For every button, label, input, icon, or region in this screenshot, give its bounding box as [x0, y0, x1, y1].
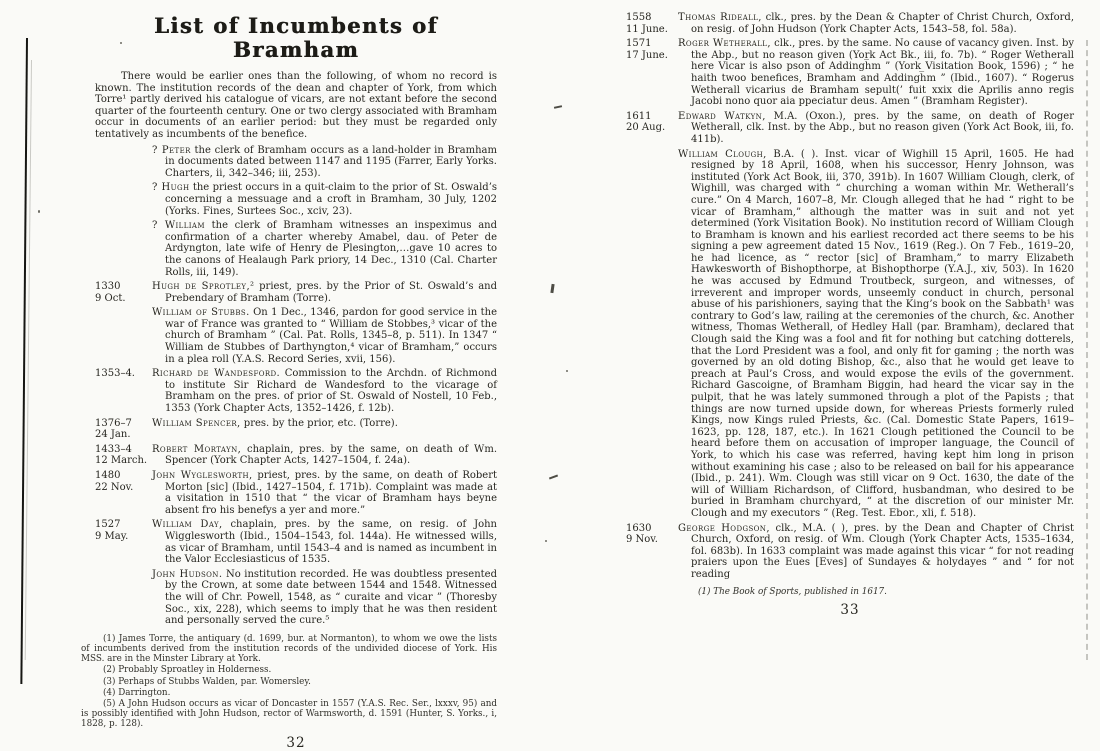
- right-page: [626, 12, 1074, 618]
- entry-text: M.A. (Oxon.), pres. by the same, on death of Roger Wetherall, clk. Inst. by the Abp., but no reason given (York Act Book, iii, fo. 411b).: [691, 110, 1075, 145]
- incumbent-name: ? Hugh: [152, 182, 190, 194]
- entry-date: [626, 149, 678, 520]
- intro-paragraph: There would be earlier ones than the following, of whom no record is known. The institution records of the dean and chapter of York, from which Torre¹ partly derived his catalogue of vicars, are not extant before the second quarter of the fourteenth century. One or two clergy associated with Bramham occur in documents of an earlier period: but they must be regarded only tentatively as incumbents of the benefice.: [95, 71, 497, 140]
- entry-text: clk., pres. by the same. No cause of vacancy given. Inst. by the Abp., but no reason given (York Act Bk., iii, fo. 7b). “ Roger Wetherall here Vicar is also pson of Addingh̅m ” (York Visitation Book, 1596) ; “ he haith twoo benefices, Bramham and Addingh̅m ” (Ibid., 1607). “ Rogerus Wetherall vicarius de Bramham sepult(’ fuit xxix die Aprilis anno regis Jacobi nono quor aia ppeciatur deus. Amen ” (Bramham Register).: [691, 38, 1074, 108]
- incumbent-name: William Spencer,: [152, 417, 241, 429]
- entry-date-line: 1611: [626, 110, 652, 122]
- incumbent-name: George Hodgson,: [678, 522, 770, 534]
- entry-text: On 1 Dec., 1346, pardon for good service in the war of France was granted to “ William de Stobbes,³ vicar of the church of Bramham ” (Cal. Pat. Rolls, 1345–8, p. 511). In 1347 “ William de Stubbes of Darthyngton,⁴ vicar of Bramham,” occurs in a plea roll (Y.A.S. Record Series, xvii, 156).: [165, 307, 497, 365]
- entry-date: [626, 38, 678, 108]
- incumbent-entry: [95, 220, 497, 278]
- margin-speck: [545, 540, 547, 542]
- entry-date-line: 1558: [626, 12, 652, 23]
- entry-date-line: 1527: [95, 519, 121, 531]
- entry-date-line: 12 March.: [95, 455, 148, 467]
- entry-body: [152, 220, 497, 278]
- incumbent-entry: [95, 368, 497, 414]
- incumbent-name: Thomas Rideall,: [678, 12, 762, 23]
- entry-body: [678, 149, 1074, 520]
- entry-date-line: 11 June.: [626, 23, 668, 35]
- entry-date-line: 1480: [95, 470, 121, 481]
- entry-date: [626, 12, 678, 35]
- gutter-ink-mark: [554, 105, 562, 109]
- entry-text: clk., pres. by the Dean & Chapter of Christ Church, Oxford, on resig. of John Hudson (York Chapter Acts, 1543–58, fol. 58a).: [691, 12, 1074, 35]
- entry-body: [152, 281, 497, 304]
- entry-body: [152, 307, 497, 365]
- entry-text: pres. by the prior, etc. (Torre).: [240, 417, 398, 429]
- incumbent-entry: [95, 145, 497, 180]
- entry-text: clk., M.A. ( ), pres. by the Dean and Chapter of Christ Church, Oxford, on resig. of Wm. Clough (York Chapter Acts, 1535–1634, fol. 683b). In 1633 complaint was made against this vicar “ for not reading praiers upon the Eues [Eves] of Sundayes & holydayes ” and “ for not reading: [691, 522, 1074, 580]
- incumbent-entry: [95, 569, 497, 627]
- gutter-ink-mark: [550, 284, 554, 293]
- footnote: [698, 587, 1074, 597]
- incumbent-entry: [95, 307, 497, 365]
- entry-date-line: 1630: [626, 522, 652, 534]
- entry-body: [678, 38, 1074, 108]
- entry-date-line: 9 Nov.: [626, 534, 658, 546]
- entry-date-line: 1376–7: [95, 417, 132, 429]
- entry-date: [626, 523, 678, 581]
- entry-text: B.A. ( ). Inst. vicar of Wighill 15 April, 1605. He had resigned by 18 April, 1608, when his successor, Henry Johnson, was instituted (York Act Book, iii, 370, 391b). In 1607 William Clough, clerk, of Wighill, was charged with “ churching a woman within Mr. Wetherall’s cure.” On 4 March, 1607–8, Mr. Clough alleged that he had “ right to be vicar of Bramham,” although the matter was in suit and not yet determined (York Visitation Book). No institution record of William Clough to Bramham is known and his earliest recorded act there seems to be his signing a pew agreement dated 15 Nov., 1619 (Reg.). On 7 Feb., 1619–20, he had licence, as “ rector [sic] of Bramham,” to marry Elizabeth Hawkesworth of Bishopthorpe, at Bishopthorpe (Y.A.J., xiv, 503). In 1620 he was accused by Edmund Troutbeck, surgeon, and witnesses, of irreverent and improper words, unseemly conduct in church, personal abuse of his parishioners, saying that the King’s book on the Sabbath¹ was contrary to God’s law, railing at the ceremonies of the church, &c. Another witness, Thomas Wetherall, of Hedley Hall (par. Bramham), declared that Clough said the King was a fool and fit for nothing but catching dotterels, that the Lord President was a fool, and only fit for gaming ; the north was governed by an old doting Bishop, &c., also that he would get leave to preach at Paul’s Cross, and would expose the evils of the government. Richard Gascoigne, of Bramham Biggin, had heard the vicar say in the pulpit, that he was lately summoned through a plot of the Papists ; that things are now turned upside down, for whereas Priests formerly ruled Kings, now Kings ruled Priests, &c. (Cal. Domestic State Papers, 1619–1623, pp. 128, 187, etc.). In 1621 Clough petitioned the Council to be heard before them on accusation of improper language, the Council of York, to which his case was referred, having kept him long in prison without examining his case ; also to be released on bail for his appearance (Ibid., p. 241). Wm. Clough was still vicar on 9 Oct. 1630, the date of the will of William Richardson, of Clifford, husbandman, who desired to be buried in Bramham churchyard, “ at the discretion of our minister Mr. Clough and my executors ” (Reg. Test. Ebor., xli, f. 518).: [691, 148, 1074, 519]
- incumbent-name: William Day,: [152, 519, 223, 531]
- incumbent-entry: [95, 519, 497, 565]
- entry-text: Commission to the Archdn. of Richmond to institute Sir Richard de Wandesford to the vicarage of Bramham on the pres. of prior of St. Oswald of Nostell, 10 Feb., 1353 (York Chapter Acts, 1352–1426, f. 12b).: [165, 368, 497, 415]
- incumbent-name: ? William: [152, 220, 205, 232]
- entry-date-line: 17 June.: [626, 49, 668, 61]
- incumbent-entry: [626, 111, 1074, 146]
- incumbent-name: Richard de Wandesford.: [152, 368, 281, 380]
- incumbent-name: Hugh de Sprotley,²: [152, 281, 255, 293]
- footnotes-block: [81, 634, 497, 730]
- entry-body: [678, 111, 1074, 146]
- entry-text: the clerk of Bramham witnesses an inspeximus and confirmation of a charter whereby Amabel, dau. of Peter de Ardyngton, late wife of Henry de Plesington,…gave 10 acres to the canons of Healaugh Park priory, 14 Dec., 1310 (Cal. Charter Rolls, iii, 149).: [165, 220, 497, 278]
- incumbent-entry-list: [626, 12, 1074, 581]
- scan-right-edge-line: [1086, 40, 1088, 660]
- entry-body: [152, 569, 497, 627]
- entry-date-line: 9 Oct.: [95, 292, 126, 304]
- incumbent-name: ? Peter: [152, 144, 191, 156]
- entry-date-line: 20 Aug.: [626, 122, 666, 134]
- entry-text: No institution recorded. He was doubtless presented by the Crown, at some date between 1544 and 1548. Witnessed the will of Chr. Powell, 1548, as “ curaite and vicar ” (Thoresby Soc., xix, 228), which seems to imply that he was then resident and personally served the cure.⁵: [165, 568, 498, 627]
- entry-text: chaplain, pres. by the same, on death of Wm. Spencer (York Chapter Acts, 1427–1504, f. 24a).: [165, 443, 497, 467]
- footnote: (4) Darrington.: [103, 687, 171, 698]
- entry-date-line: 1433–4: [95, 443, 132, 455]
- entry-body: [152, 368, 497, 414]
- incumbent-entry: [95, 418, 497, 441]
- entry-date-line: 1330: [95, 281, 121, 293]
- entry-date: [95, 519, 152, 565]
- entry-text: the priest occurs in a quit-claim to the prior of St. Oswald’s concerning a messuage and a croft in Bramham, 30 July, 1202 (Yorks. Fines, Surtees Soc., xciv, 23).: [165, 182, 497, 217]
- entry-body: [678, 12, 1074, 35]
- entry-body: [152, 418, 497, 441]
- incumbent-name: John Hudson.: [152, 568, 223, 580]
- incumbent-name: Roger Wetherall,: [678, 38, 771, 50]
- incumbent-entry: [95, 444, 497, 467]
- entry-date: [95, 145, 152, 180]
- gutter-ink-mark: [549, 475, 558, 480]
- entry-date-line: 1353–4.: [95, 368, 135, 380]
- entry-date: [95, 281, 152, 304]
- incumbent-entry: [95, 182, 497, 217]
- entry-date: [95, 470, 152, 516]
- incumbent-entry: [626, 149, 1074, 520]
- incumbent-entry: [626, 38, 1074, 108]
- entry-body: [678, 523, 1074, 581]
- footnote: (2) Probably Sproatley in Holderness.: [103, 665, 272, 676]
- incumbent-entry: [95, 281, 497, 304]
- entry-date: [95, 307, 152, 365]
- incumbent-entry: [626, 12, 1074, 35]
- entry-date-line: 1571: [626, 38, 652, 50]
- entry-date: [95, 569, 152, 627]
- entry-body: [152, 470, 497, 516]
- footnote: (3) Perhaps of Stubbs Walden, par. Womersley.: [103, 676, 311, 687]
- footnote-text: (1) The Book of Sports, published in 1617.: [698, 586, 887, 597]
- entry-body: [152, 444, 497, 467]
- footnote: (1) James Torre, the antiquary (d. 1699, bur. at Normanton), to whom we owe the lists of incumbents derived from the institution records of the undivided diocese of York. His MSS. are in the Minster Library at York.: [81, 633, 497, 665]
- entry-date: [95, 220, 152, 278]
- entry-date: [95, 418, 152, 441]
- entry-text: priest, pres. by the Prior of St. Oswald’s and Prebendary of Bramham (Torre).: [165, 281, 497, 304]
- entry-date-line: 24 Jan.: [95, 429, 131, 441]
- footnote: (5) A John Hudson occurs as vicar of Doncaster in 1557 (Y.A.S. Rec. Ser., lxxxv, 95) and is possibly identified with John Hudson, rector of Warmsworth, d. 1591 (Hunter, S. Yorks., i, 1828, p. 128).: [81, 698, 497, 730]
- margin-speck: [38, 210, 40, 213]
- entry-date-line: 22 Nov.: [95, 481, 134, 493]
- entry-text: chaplain, pres. by the same, on resig. of John Wigglesworth (Ibid., 1504–1543, fol. 144a). He witnessed wills, as vicar of Bramham, until 1543–4 and is named as incumbent in the Valor Ecclesiasticus of 1535.: [165, 519, 497, 566]
- entry-text: priest, pres. by the same, on death of Robert Morton [sic] (Ibid., 1427–1504, f. 171b). Complaint was made at a visitation in 1510 that “ the vicar of Bramham hays beyne absent fro his benefys a yer and more.”: [165, 470, 497, 516]
- page-number-left: 32: [286, 734, 306, 751]
- page-title: List of Incumbents of Bramham: [154, 13, 438, 62]
- incumbent-name: William Clough,: [678, 148, 767, 160]
- incumbent-name: John Wyglesworth,: [152, 470, 253, 481]
- incumbent-entry: [95, 470, 497, 516]
- entry-body: [152, 182, 497, 217]
- entry-date: [95, 368, 152, 414]
- entry-text: the clerk of Bramham occurs as a land-holder in Bramham in documents dated between 1147 and 1195 (Farrer, Early Yorks. Charters, ii, 342–346; iii, 253).: [165, 144, 497, 179]
- left-page: [81, 12, 498, 751]
- entry-date: [95, 444, 152, 467]
- incumbent-name: Robert Mortayn,: [152, 443, 242, 455]
- incumbent-name: William of Stubbs.: [152, 307, 250, 319]
- incumbent-entry: [626, 523, 1074, 581]
- entry-date: [626, 111, 678, 146]
- entry-date: [95, 182, 152, 217]
- entry-body: [152, 519, 497, 565]
- entry-date-line: 9 May.: [95, 530, 129, 542]
- incumbent-name: Edward Watkyn,: [678, 110, 766, 122]
- incumbent-entry-list: [95, 145, 497, 627]
- entry-body: [152, 145, 497, 180]
- page-number-right: 33: [840, 601, 860, 618]
- gutter-speck: [566, 370, 568, 372]
